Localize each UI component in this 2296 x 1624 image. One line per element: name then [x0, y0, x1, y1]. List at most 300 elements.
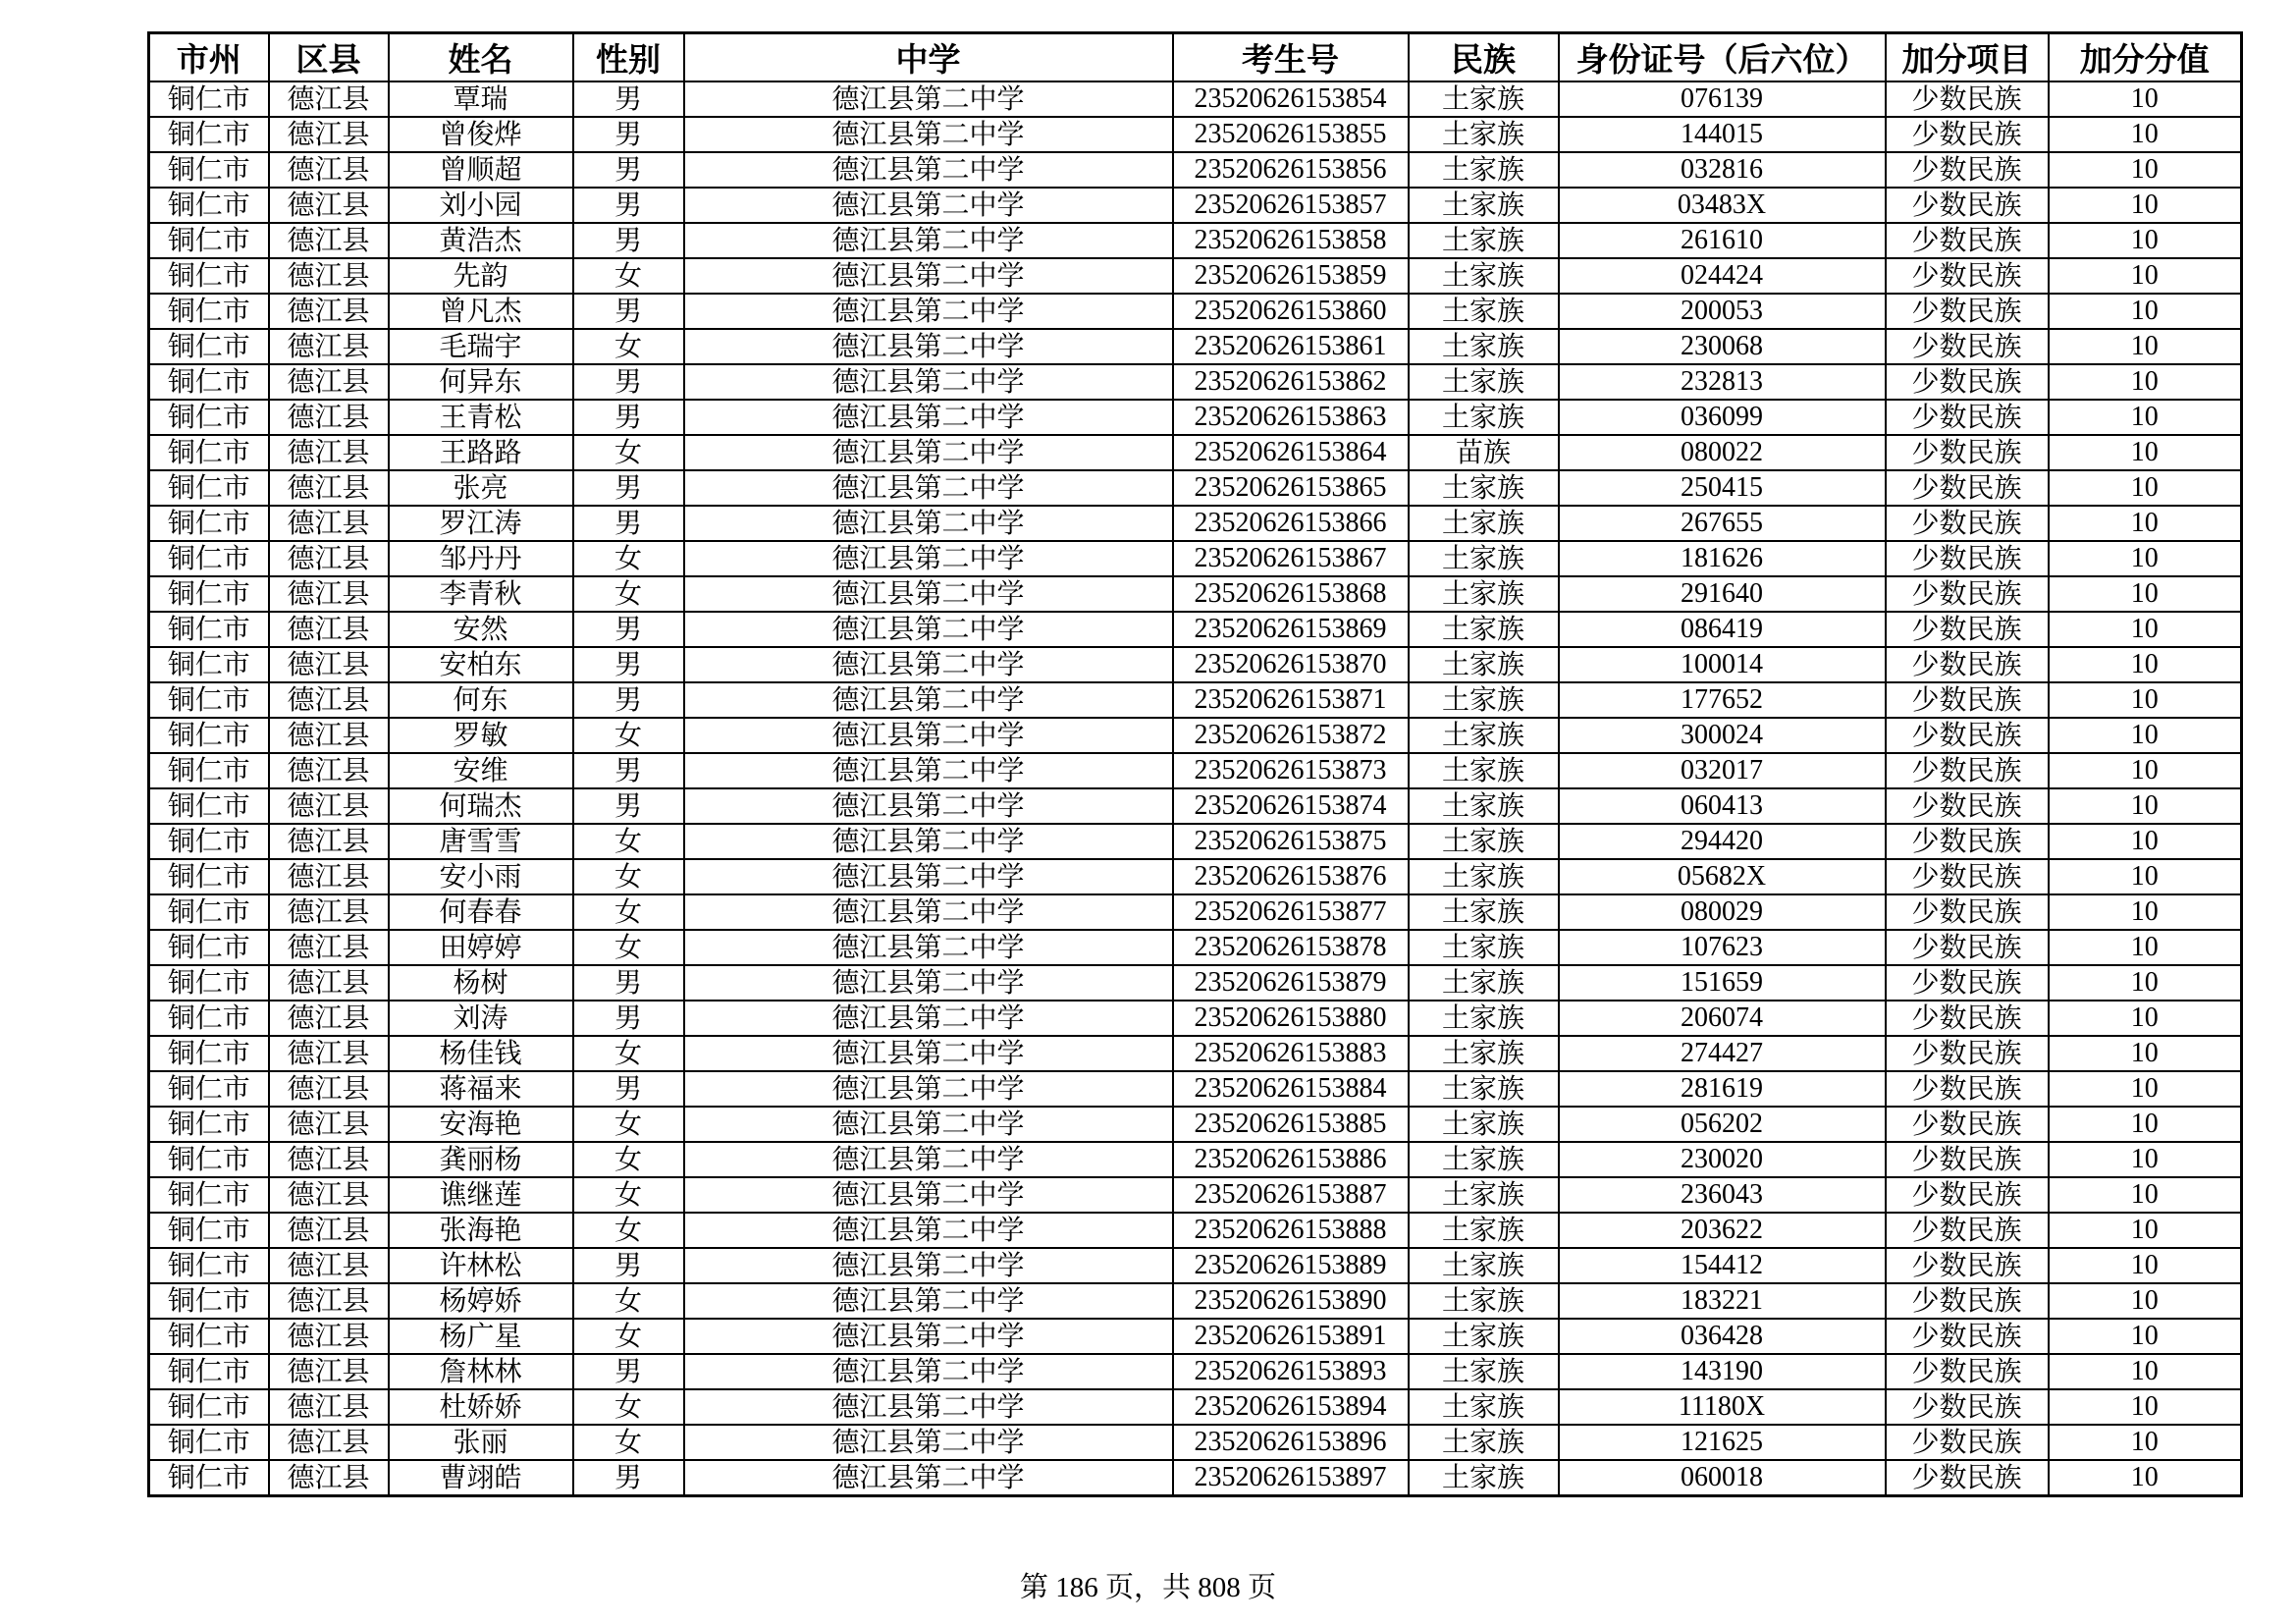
- bonus-value-cell: 10: [2049, 223, 2242, 258]
- table-row: [149, 188, 2242, 223]
- bonus-value-cell: 10: [2049, 824, 2242, 859]
- gender-cell: 女: [573, 258, 684, 294]
- bonus-value-cell: 10: [2049, 1213, 2242, 1248]
- gender-cell: 男: [573, 364, 684, 400]
- name-cell: 刘涛: [389, 1001, 573, 1036]
- school-cell: 德江县第二中学: [684, 1283, 1173, 1319]
- bonus-value-cell: 10: [2049, 1071, 2242, 1107]
- school-cell: 德江县第二中学: [684, 223, 1173, 258]
- table-row: [149, 576, 2242, 612]
- bonus-item-cell: 少数民族: [1886, 1389, 2049, 1425]
- bonus-item-cell: 少数民族: [1886, 1177, 2049, 1213]
- county-cell: 德江县: [269, 435, 389, 470]
- exam-number-cell: 23520626153869: [1173, 612, 1409, 647]
- bonus-item-cell: 少数民族: [1886, 1319, 2049, 1354]
- gender-cell: 女: [573, 1036, 684, 1071]
- gender-cell: 男: [573, 400, 684, 435]
- school-cell: 德江县第二中学: [684, 1425, 1173, 1460]
- id-suffix-cell: 080022: [1559, 435, 1886, 470]
- bonus-item-cell: 少数民族: [1886, 329, 2049, 364]
- city-cell: 铜仁市: [149, 1460, 269, 1496]
- table-row: [149, 753, 2242, 788]
- ethnicity-cell: 土家族: [1409, 824, 1559, 859]
- id-suffix-cell: 056202: [1559, 1107, 1886, 1142]
- county-cell: 德江县: [269, 188, 389, 223]
- bonus-value-cell: 10: [2049, 1142, 2242, 1177]
- school-header: 中学: [684, 33, 1173, 82]
- bonus-item-cell: 少数民族: [1886, 682, 2049, 718]
- gender-cell: 男: [573, 506, 684, 541]
- school-cell: 德江县第二中学: [684, 682, 1173, 718]
- exam-number-cell: 23520626153878: [1173, 930, 1409, 965]
- city-cell: 铜仁市: [149, 506, 269, 541]
- bonus-value-cell: 10: [2049, 435, 2242, 470]
- name-cell: 先韵: [389, 258, 573, 294]
- county-cell: 德江县: [269, 718, 389, 753]
- name-cell: 许林松: [389, 1248, 573, 1283]
- exam-number-cell: 23520626153886: [1173, 1142, 1409, 1177]
- gender-cell: 男: [573, 81, 684, 117]
- name-cell: 唐雪雪: [389, 824, 573, 859]
- exam-number-cell: 23520626153893: [1173, 1354, 1409, 1389]
- ethnicity-cell: 土家族: [1409, 1248, 1559, 1283]
- school-cell: 德江县第二中学: [684, 1213, 1173, 1248]
- id-suffix-cell: 154412: [1559, 1248, 1886, 1283]
- id-suffix-cell: 250415: [1559, 470, 1886, 506]
- exam-number-cell: 23520626153889: [1173, 1248, 1409, 1283]
- bonus-value-cell: 10: [2049, 753, 2242, 788]
- bonus-item-cell: 少数民族: [1886, 894, 2049, 930]
- exam-number-cell: 23520626153871: [1173, 682, 1409, 718]
- city-cell: 铜仁市: [149, 894, 269, 930]
- county-cell: 德江县: [269, 1177, 389, 1213]
- name-cell: 安小雨: [389, 859, 573, 894]
- county-cell: 德江县: [269, 647, 389, 682]
- gender-cell: 女: [573, 1283, 684, 1319]
- name-cell: 杜娇娇: [389, 1389, 573, 1425]
- table-row: [149, 930, 2242, 965]
- gender-cell: 女: [573, 930, 684, 965]
- bonus-value-cell: 10: [2049, 117, 2242, 152]
- id-suffix-cell: 181626: [1559, 541, 1886, 576]
- school-cell: 德江县第二中学: [684, 1354, 1173, 1389]
- ethnicity-cell: 土家族: [1409, 1177, 1559, 1213]
- county-cell: 德江县: [269, 576, 389, 612]
- ethnicity-cell: 土家族: [1409, 1425, 1559, 1460]
- name-cell: 何瑞杰: [389, 788, 573, 824]
- gender-cell: 女: [573, 1142, 684, 1177]
- county-cell: 德江县: [269, 1319, 389, 1354]
- exam-number-cell: 23520626153876: [1173, 859, 1409, 894]
- id-suffix-cell: 300024: [1559, 718, 1886, 753]
- city-cell: 铜仁市: [149, 1001, 269, 1036]
- exam-number-cell: 23520626153883: [1173, 1036, 1409, 1071]
- name-cell: 杨佳钱: [389, 1036, 573, 1071]
- name-cell: 杨树: [389, 965, 573, 1001]
- name-cell: 王青松: [389, 400, 573, 435]
- table-row: [149, 1107, 2242, 1142]
- id-suffix-cell: 274427: [1559, 1036, 1886, 1071]
- table-row: [149, 117, 2242, 152]
- bonus-value-cell: 10: [2049, 859, 2242, 894]
- exam-number-cell: 23520626153861: [1173, 329, 1409, 364]
- gender-cell: 男: [573, 682, 684, 718]
- id-suffix-cell: 080029: [1559, 894, 1886, 930]
- name-cell: 何异东: [389, 364, 573, 400]
- table-row: [149, 435, 2242, 470]
- table-row: [149, 1248, 2242, 1283]
- gender-cell: 男: [573, 788, 684, 824]
- bonus-item-cell: 少数民族: [1886, 1283, 2049, 1319]
- city-cell: 铜仁市: [149, 400, 269, 435]
- gender-cell: 女: [573, 859, 684, 894]
- city-cell: 铜仁市: [149, 81, 269, 117]
- table-row: [149, 894, 2242, 930]
- id-suffix-cell: 086419: [1559, 612, 1886, 647]
- id-suffix-cell: 230068: [1559, 329, 1886, 364]
- county-cell: 德江县: [269, 1283, 389, 1319]
- bonus-value-cell: 10: [2049, 1001, 2242, 1036]
- gender-cell: 女: [573, 1425, 684, 1460]
- name-cell: 覃瑞: [389, 81, 573, 117]
- school-cell: 德江县第二中学: [684, 329, 1173, 364]
- table-row: [149, 612, 2242, 647]
- table-row: [149, 1354, 2242, 1389]
- bonus-value-cell: 10: [2049, 81, 2242, 117]
- exam-number-cell: 23520626153865: [1173, 470, 1409, 506]
- school-cell: 德江县第二中学: [684, 894, 1173, 930]
- ethnicity-cell: 土家族: [1409, 894, 1559, 930]
- name-cell: 安维: [389, 753, 573, 788]
- school-cell: 德江县第二中学: [684, 1389, 1173, 1425]
- bonus-item-cell: 少数民族: [1886, 930, 2049, 965]
- city-cell: 铜仁市: [149, 223, 269, 258]
- table-row: [149, 294, 2242, 329]
- city-cell: 铜仁市: [149, 965, 269, 1001]
- exam-number-cell: 23520626153896: [1173, 1425, 1409, 1460]
- school-cell: 德江县第二中学: [684, 294, 1173, 329]
- school-cell: 德江县第二中学: [684, 1460, 1173, 1496]
- bonus-value-cell: 10: [2049, 329, 2242, 364]
- bonus-item-cell: 少数民族: [1886, 1213, 2049, 1248]
- gender-cell: 女: [573, 824, 684, 859]
- bonus-item-cell: 少数民族: [1886, 647, 2049, 682]
- name-cell: 蒋福来: [389, 1071, 573, 1107]
- city-cell: 铜仁市: [149, 1213, 269, 1248]
- id-suffix-cell: 100014: [1559, 647, 1886, 682]
- id-suffix-cell: 03483X: [1559, 188, 1886, 223]
- name-cell: 曾俊烨: [389, 117, 573, 152]
- table-row: [149, 824, 2242, 859]
- name-cell: 邹丹丹: [389, 541, 573, 576]
- ethnicity-cell: 土家族: [1409, 1107, 1559, 1142]
- table-row: [149, 470, 2242, 506]
- ethnicity-cell: 土家族: [1409, 1319, 1559, 1354]
- county-cell: 德江县: [269, 81, 389, 117]
- county-cell: 德江县: [269, 1460, 389, 1496]
- exam-number-cell: 23520626153874: [1173, 788, 1409, 824]
- id-suffix-cell: 060018: [1559, 1460, 1886, 1496]
- exam-number-cell: 23520626153872: [1173, 718, 1409, 753]
- school-cell: 德江县第二中学: [684, 470, 1173, 506]
- city-cell: 铜仁市: [149, 541, 269, 576]
- school-cell: 德江县第二中学: [684, 81, 1173, 117]
- bonus-item-cell: 少数民族: [1886, 788, 2049, 824]
- school-cell: 德江县第二中学: [684, 965, 1173, 1001]
- exam-number-cell: 23520626153887: [1173, 1177, 1409, 1213]
- county-cell: 德江县: [269, 470, 389, 506]
- gender-cell: 女: [573, 576, 684, 612]
- gender-cell: 男: [573, 1248, 684, 1283]
- id-suffix-cell: 200053: [1559, 294, 1886, 329]
- bonus-item-cell: 少数民族: [1886, 541, 2049, 576]
- id-suffix-cell: 107623: [1559, 930, 1886, 965]
- name-cell: 曾凡杰: [389, 294, 573, 329]
- ethnicity-cell: 土家族: [1409, 576, 1559, 612]
- bonus-value-cell: 10: [2049, 718, 2242, 753]
- bonus-points-table: [147, 31, 2243, 1497]
- table-row: [149, 859, 2242, 894]
- ethnicity-cell: 土家族: [1409, 152, 1559, 188]
- id-suffix-cell: 294420: [1559, 824, 1886, 859]
- county-cell: 德江县: [269, 1425, 389, 1460]
- ethnicity-cell: 土家族: [1409, 788, 1559, 824]
- city-cell: 铜仁市: [149, 1319, 269, 1354]
- bonus-item-cell: 少数民族: [1886, 188, 2049, 223]
- gender-cell: 男: [573, 965, 684, 1001]
- id-suffix-cell: 121625: [1559, 1425, 1886, 1460]
- bonus-value-cell: 10: [2049, 965, 2242, 1001]
- exam-number-cell: 23520626153860: [1173, 294, 1409, 329]
- bonus-value-cell: 10: [2049, 930, 2242, 965]
- bonus-item-cell: 少数民族: [1886, 612, 2049, 647]
- city-cell: 铜仁市: [149, 152, 269, 188]
- name-cell: 谯继莲: [389, 1177, 573, 1213]
- exam-number-cell: 23520626153857: [1173, 188, 1409, 223]
- ethnicity-cell: 土家族: [1409, 859, 1559, 894]
- ethnicity-cell: 土家族: [1409, 329, 1559, 364]
- exam-number-cell: 23520626153897: [1173, 1460, 1409, 1496]
- bonus-item-cell: 少数民族: [1886, 81, 2049, 117]
- county-cell: 德江县: [269, 753, 389, 788]
- name-cell: 李青秋: [389, 576, 573, 612]
- bonus-value-cell: 10: [2049, 364, 2242, 400]
- county-cell: 德江县: [269, 541, 389, 576]
- name-cell: 罗江涛: [389, 506, 573, 541]
- ethnicity-cell: 土家族: [1409, 1283, 1559, 1319]
- county-cell: 德江县: [269, 788, 389, 824]
- id-suffix-cell: 151659: [1559, 965, 1886, 1001]
- city-cell: 铜仁市: [149, 612, 269, 647]
- bonus-value-cell: 10: [2049, 294, 2242, 329]
- county-cell: 德江县: [269, 1071, 389, 1107]
- city-cell: 铜仁市: [149, 647, 269, 682]
- bonus-value-cell: 10: [2049, 788, 2242, 824]
- bonus-value-cell: 10: [2049, 576, 2242, 612]
- name-cell: 王路路: [389, 435, 573, 470]
- name-cell: 杨广星: [389, 1319, 573, 1354]
- id-suffix-cell: 291640: [1559, 576, 1886, 612]
- table-row: [149, 1283, 2242, 1319]
- id-suffix-cell: 177652: [1559, 682, 1886, 718]
- bonus-value-cell: 10: [2049, 152, 2242, 188]
- name-cell: 何春春: [389, 894, 573, 930]
- name-cell: 罗敏: [389, 718, 573, 753]
- bonus-item-cell: 少数民族: [1886, 1036, 2049, 1071]
- bonus-value-cell: 10: [2049, 647, 2242, 682]
- ethnicity-cell: 土家族: [1409, 1389, 1559, 1425]
- name-cell: 张亮: [389, 470, 573, 506]
- bonus-item-cell: 少数民族: [1886, 223, 2049, 258]
- bonus-item-cell: 少数民族: [1886, 294, 2049, 329]
- id-suffix-cell: 267655: [1559, 506, 1886, 541]
- id-suffix-cell: 036099: [1559, 400, 1886, 435]
- ethnicity-cell: 土家族: [1409, 718, 1559, 753]
- city-cell: 铜仁市: [149, 1107, 269, 1142]
- county-cell: 德江县: [269, 1248, 389, 1283]
- county-cell: 德江县: [269, 1354, 389, 1389]
- county-cell: 德江县: [269, 930, 389, 965]
- bonus-item-cell: 少数民族: [1886, 1142, 2049, 1177]
- bonus-item-cell: 少数民族: [1886, 152, 2049, 188]
- gender-cell: 女: [573, 1107, 684, 1142]
- ethnicity-cell: 土家族: [1409, 612, 1559, 647]
- school-cell: 德江县第二中学: [684, 576, 1173, 612]
- county-cell: 德江县: [269, 612, 389, 647]
- table-row: [149, 1142, 2242, 1177]
- gender-cell: 男: [573, 188, 684, 223]
- city-cell: 铜仁市: [149, 753, 269, 788]
- school-cell: 德江县第二中学: [684, 1001, 1173, 1036]
- name-header: 姓名: [389, 33, 573, 82]
- school-cell: 德江县第二中学: [684, 1107, 1173, 1142]
- city-cell: 铜仁市: [149, 1071, 269, 1107]
- ethnicity-cell: 土家族: [1409, 400, 1559, 435]
- name-cell: 詹林林: [389, 1354, 573, 1389]
- school-cell: 德江县第二中学: [684, 1319, 1173, 1354]
- id-suffix-cell: 144015: [1559, 117, 1886, 152]
- school-cell: 德江县第二中学: [684, 788, 1173, 824]
- ethnicity-cell: 土家族: [1409, 364, 1559, 400]
- table-row: [149, 1071, 2242, 1107]
- school-cell: 德江县第二中学: [684, 258, 1173, 294]
- gender-cell: 男: [573, 753, 684, 788]
- county-cell: 德江县: [269, 364, 389, 400]
- ethnicity-cell: 土家族: [1409, 117, 1559, 152]
- county-cell: 德江县: [269, 258, 389, 294]
- table-row: [149, 718, 2242, 753]
- ethnicity-cell: 土家族: [1409, 753, 1559, 788]
- exam-number-cell: 23520626153877: [1173, 894, 1409, 930]
- city-cell: 铜仁市: [149, 824, 269, 859]
- exam-number-cell: 23520626153856: [1173, 152, 1409, 188]
- school-cell: 德江县第二中学: [684, 859, 1173, 894]
- bonus-value-cell: 10: [2049, 1036, 2242, 1071]
- name-cell: 龚丽杨: [389, 1142, 573, 1177]
- exam-number-cell: 23520626153888: [1173, 1213, 1409, 1248]
- gender-cell: 男: [573, 1071, 684, 1107]
- city-cell: 铜仁市: [149, 188, 269, 223]
- ethnicity-cell: 土家族: [1409, 294, 1559, 329]
- id-suffix-cell: 281619: [1559, 1071, 1886, 1107]
- bonus-item-cell: 少数民族: [1886, 470, 2049, 506]
- bonus-value-cell: 10: [2049, 258, 2242, 294]
- bonus-value-cell: 10: [2049, 400, 2242, 435]
- school-cell: 德江县第二中学: [684, 152, 1173, 188]
- bonus-item-cell: 少数民族: [1886, 1425, 2049, 1460]
- id-suffix-cell: 032017: [1559, 753, 1886, 788]
- ethnicity-cell: 土家族: [1409, 470, 1559, 506]
- bonus-item-cell: 少数民族: [1886, 824, 2049, 859]
- city-cell: 铜仁市: [149, 1036, 269, 1071]
- table-row: [149, 682, 2242, 718]
- county-cell: 德江县: [269, 152, 389, 188]
- school-cell: 德江县第二中学: [684, 1071, 1173, 1107]
- bonus-value-cell: 10: [2049, 1425, 2242, 1460]
- bonus-item-cell: 少数民族: [1886, 718, 2049, 753]
- city-cell: 铜仁市: [149, 1177, 269, 1213]
- exam-number-cell: 23520626153867: [1173, 541, 1409, 576]
- county-cell: 德江县: [269, 965, 389, 1001]
- exam-number-cell: 23520626153879: [1173, 965, 1409, 1001]
- table-row: [149, 541, 2242, 576]
- id-suffix-cell: 024424: [1559, 258, 1886, 294]
- county-cell: 德江县: [269, 824, 389, 859]
- school-cell: 德江县第二中学: [684, 1142, 1173, 1177]
- page-number: 第 186 页，共 808 页: [1019, 1572, 1276, 1603]
- school-cell: 德江县第二中学: [684, 1036, 1173, 1071]
- exam-number-cell: 23520626153863: [1173, 400, 1409, 435]
- ethnicity-cell: 土家族: [1409, 1001, 1559, 1036]
- bonus-item-cell: 少数民族: [1886, 1460, 2049, 1496]
- city-cell: 铜仁市: [149, 294, 269, 329]
- exam-number-cell: 23520626153866: [1173, 506, 1409, 541]
- gender-cell: 男: [573, 1354, 684, 1389]
- exam-number-cell: 23520626153859: [1173, 258, 1409, 294]
- ethnicity-cell: 土家族: [1409, 930, 1559, 965]
- exam-number-cell: 23520626153875: [1173, 824, 1409, 859]
- bonus-value-cell: 10: [2049, 612, 2242, 647]
- ethnicity-cell: 苗族: [1409, 435, 1559, 470]
- ethnicity-cell: 土家族: [1409, 1071, 1559, 1107]
- ethnicity-cell: 土家族: [1409, 682, 1559, 718]
- county-cell: 德江县: [269, 1142, 389, 1177]
- ethnicity-cell: 土家族: [1409, 647, 1559, 682]
- gender-cell: 女: [573, 1319, 684, 1354]
- bonus-item-cell: 少数民族: [1886, 364, 2049, 400]
- gender-cell: 男: [573, 294, 684, 329]
- ethnicity-cell: 土家族: [1409, 81, 1559, 117]
- gender-cell: 女: [573, 1177, 684, 1213]
- table-row: [149, 152, 2242, 188]
- table-row: [149, 647, 2242, 682]
- id-suffix-cell: 183221: [1559, 1283, 1886, 1319]
- school-cell: 德江县第二中学: [684, 117, 1173, 152]
- gender-cell: 男: [573, 223, 684, 258]
- county-cell: 德江县: [269, 1213, 389, 1248]
- bonus-value-cell: 10: [2049, 188, 2242, 223]
- name-cell: 毛瑞宇: [389, 329, 573, 364]
- ethnicity-cell: 土家族: [1409, 506, 1559, 541]
- table-row: [149, 400, 2242, 435]
- table-row: [149, 1001, 2242, 1036]
- gender-cell: 女: [573, 329, 684, 364]
- table-row: [149, 1177, 2242, 1213]
- bonus-value-cell: 10: [2049, 1177, 2242, 1213]
- bonus-item-cell: 少数民族: [1886, 1107, 2049, 1142]
- city-cell: 铜仁市: [149, 470, 269, 506]
- gender-cell: 男: [573, 117, 684, 152]
